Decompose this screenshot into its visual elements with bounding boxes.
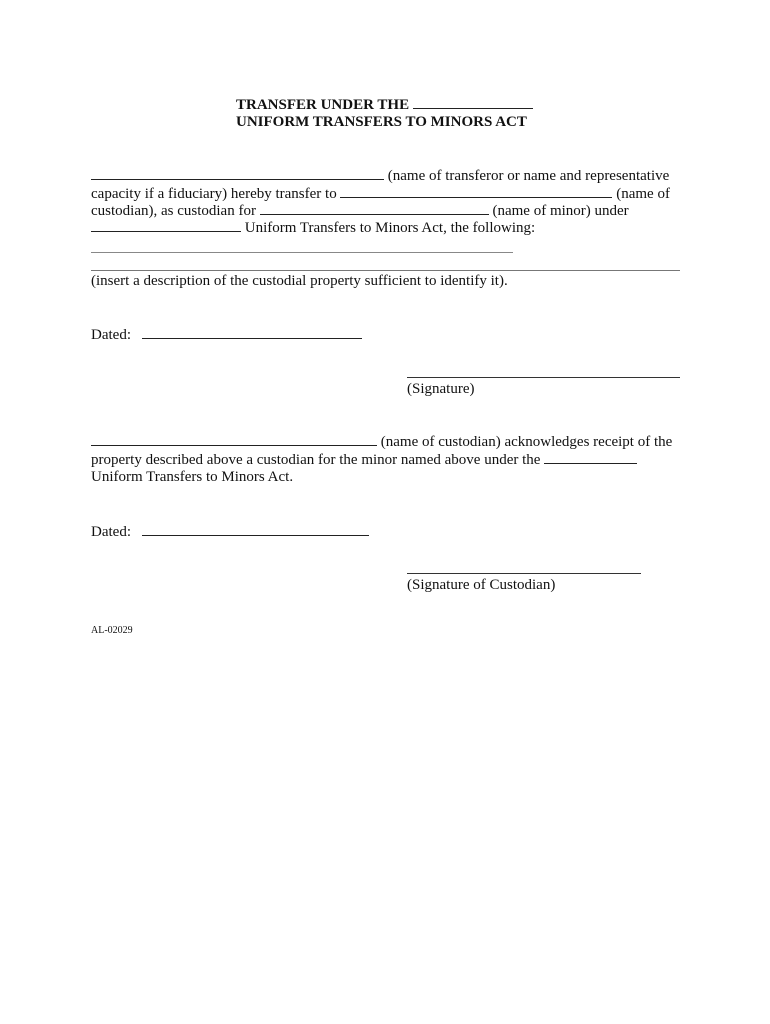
transfer-text: (name of minor) under: [492, 203, 629, 219]
state-blank-2[interactable]: [91, 218, 241, 232]
date-blank-1[interactable]: [142, 325, 362, 339]
signature-line-1[interactable]: [407, 377, 680, 378]
dated-label: Dated:: [91, 524, 131, 540]
ack-text: property described above a custodian for the minor named above under the: [91, 452, 541, 468]
ack-line-2: [91, 450, 637, 469]
signature-label-2: (Signature of Custodian): [407, 577, 556, 593]
property-line-1[interactable]: [91, 252, 513, 253]
ack-text: (name of custodian) acknowledges receipt of the: [380, 434, 673, 450]
description-note: (insert a description of the custodial property sufficient to identify it).: [91, 273, 508, 289]
custodian-blank[interactable]: [340, 184, 612, 198]
transfer-line-1: [91, 166, 669, 185]
transfer-text: (name of: [616, 186, 670, 202]
dated-row-2: [91, 522, 369, 541]
dated-label: Dated:: [91, 327, 131, 343]
form-id: AL-02029: [91, 625, 133, 636]
state-blank-3[interactable]: [544, 450, 637, 464]
minor-blank[interactable]: [260, 201, 489, 215]
transferor-blank[interactable]: [91, 166, 384, 180]
title-line-2: UNIFORM TRANSFERS TO MINORS ACT: [236, 114, 527, 130]
property-line-2[interactable]: [91, 270, 680, 271]
state-blank[interactable]: [413, 95, 533, 109]
ack-line-1: [91, 432, 672, 451]
date-blank-2[interactable]: [142, 522, 369, 536]
signature-line-2[interactable]: [407, 573, 641, 574]
title-text: TRANSFER UNDER THE: [236, 97, 410, 113]
signature-label-1: (Signature): [407, 381, 475, 397]
custodian-name-blank[interactable]: [91, 432, 377, 446]
transfer-text: (name of transferor or name and representative: [387, 168, 670, 184]
transfer-line-4: [91, 218, 535, 237]
title-line-1: [236, 95, 533, 114]
transfer-text: Uniform Transfers to Minors Act, the following:: [244, 220, 536, 236]
transfer-text: capacity if a fiduciary) hereby transfer to: [91, 186, 337, 202]
ack-line-3: Uniform Transfers to Minors Act.: [91, 469, 294, 485]
dated-row-1: [91, 325, 362, 344]
transfer-text: custodian), as custodian for: [91, 203, 256, 219]
